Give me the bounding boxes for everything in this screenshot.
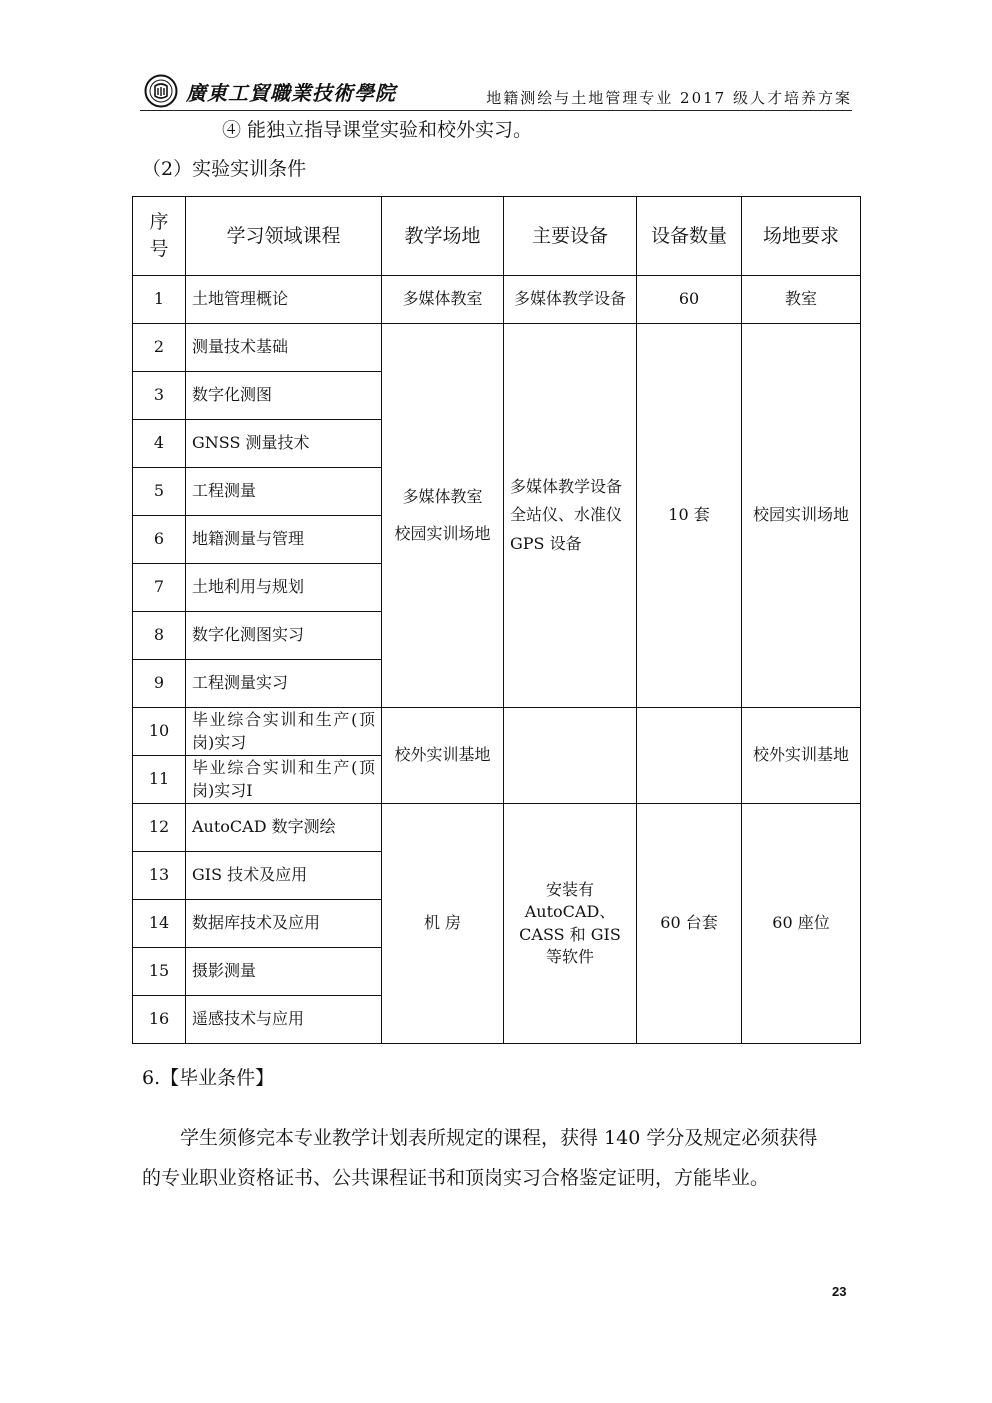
school-logo-icon: [144, 74, 178, 108]
table-row: 3 数字化测图: [133, 372, 861, 420]
header-equipment: 主要设备: [504, 197, 637, 276]
header-course: 学习领域课程: [186, 197, 382, 276]
group4-requirement: 60 座位: [742, 804, 861, 1044]
group2-requirement: 校园实训场地: [742, 324, 861, 708]
section-title: （2）实验实训条件: [142, 158, 307, 180]
header-quantity: 设备数量: [637, 197, 742, 276]
table-row: 13 GIS 技术及应用: [133, 852, 861, 900]
header-requirement: 场地要求: [742, 197, 861, 276]
page-header: [140, 70, 852, 111]
group3-venue: 校外实训基地: [382, 708, 504, 804]
training-conditions-table: [132, 196, 861, 1044]
table-row: 8 数字化测图实习: [133, 612, 861, 660]
table-row: 16 遥感技术与应用: [133, 996, 861, 1044]
group3-equipment: [504, 708, 637, 804]
table-row: 1 土地管理概论 多媒体教室 多媒体教学设备 60 教室: [133, 276, 861, 324]
table-row: 7 土地利用与规划: [133, 564, 861, 612]
group4-quantity: 60 台套: [637, 804, 742, 1044]
table-row: 14 数据库技术及应用: [133, 900, 861, 948]
table-row: 4 GNSS 测量技术: [133, 420, 861, 468]
table-row: 12 AutoCAD 数字测绘 机 房 安装有 AutoCAD、CASS 和 GIS 等软件 60 台套 60 座位: [133, 804, 861, 852]
page-number: 23: [832, 1284, 847, 1299]
intro-item: ④ 能独立指导课堂实验和校外实习。: [222, 119, 533, 141]
school-brand: [144, 74, 396, 108]
group3-quantity: [637, 708, 742, 804]
group4-equipment: 安装有 AutoCAD、CASS 和 GIS 等软件: [504, 804, 637, 1044]
graduation-paragraph-line1: 学生须修完本专业教学计划表所规定的课程，获得 140 学分及规定必须获得: [180, 1127, 818, 1149]
graduation-paragraph-line2: 的专业职业资格证书、公共课程证书和顶岗实习合格鉴定证明，方能毕业。: [142, 1167, 770, 1189]
table-header-row: [133, 197, 861, 276]
group3-requirement: 校外实训基地: [742, 708, 861, 804]
table-row: 9 工程测量实习: [133, 660, 861, 708]
table-row: 5 工程测量: [133, 468, 861, 516]
graduation-title: 6.【毕业条件】: [142, 1067, 275, 1089]
school-name: 廣東工貿職業技術學院: [186, 80, 396, 105]
table-row: 15 摄影测量: [133, 948, 861, 996]
group2-venue: 多媒体教室 校园实训场地: [382, 324, 504, 708]
table-row: 10 毕业综合实训和生产(顶岗)实习 校外实训基地 校外实训基地: [133, 708, 861, 756]
header-seq: 序 号: [133, 197, 186, 276]
table-row: 11 毕业综合实训和生产(顶岗)实习Ⅰ: [133, 756, 861, 804]
group4-venue: 机 房: [382, 804, 504, 1044]
table-row: 6 地籍测量与管理: [133, 516, 861, 564]
group2-equipment: 多媒体教学设备 全站仪、水准仪 GPS 设备: [504, 324, 637, 708]
document-title: 地籍测绘与土地管理专业 2017 级人才培养方案: [486, 89, 852, 107]
group2-quantity: 10 套: [637, 324, 742, 708]
table-row: 2 测量技术基础 多媒体教室 校园实训场地 多媒体教学设备 全站仪、水准仪 GPS 设备 10 套 校园实训场地: [133, 324, 861, 372]
header-venue: 教学场地: [382, 197, 504, 276]
